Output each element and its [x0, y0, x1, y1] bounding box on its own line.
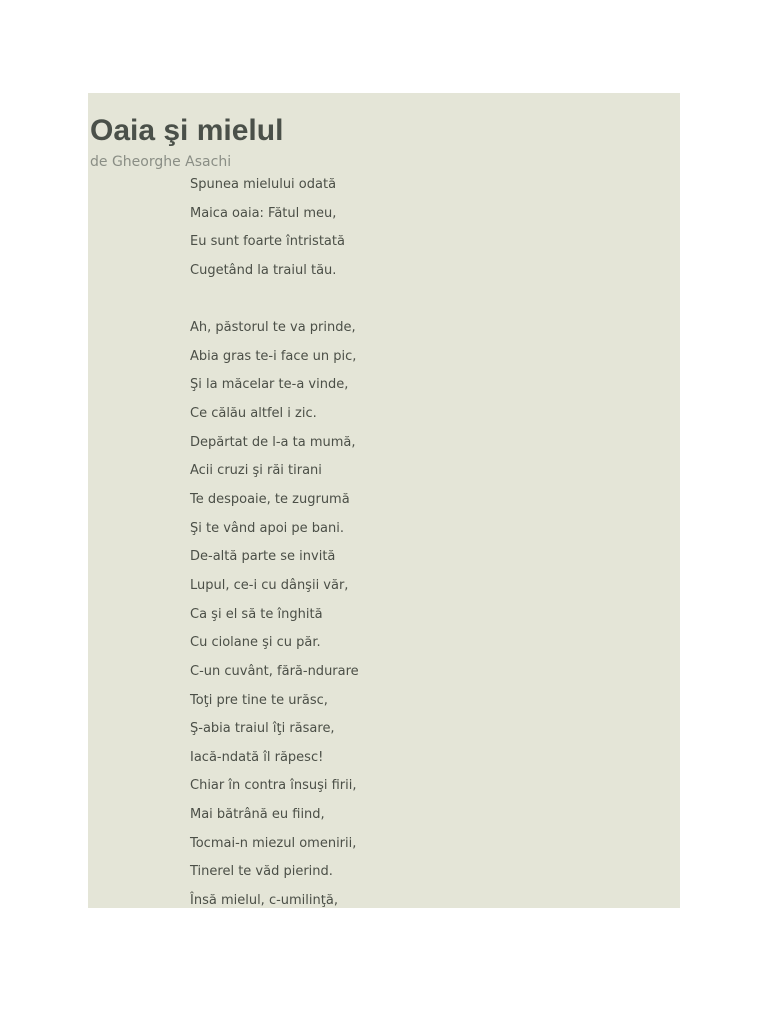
poem-line: Spunea mielului odată: [190, 177, 337, 192]
poem-author: de Gheorghe Asachi: [90, 154, 232, 170]
poem-line: De-altă parte se invită: [190, 549, 336, 565]
poem-line: Depărtat de l-a ta mumă,: [190, 434, 356, 450]
poem-line: Tinerel te văd pierind.: [190, 864, 333, 880]
poem-line: Iacă-ndată îl răpesc!: [190, 749, 324, 765]
poem-line: Acii cruzi şi răi tirani: [190, 463, 322, 479]
poem-line: Ce călău altfel i zic.: [190, 406, 317, 422]
poem-line: C-un cuvânt, fără-ndurare: [190, 663, 359, 679]
poem-line: Toţi pre tine te urăsc,: [190, 692, 328, 708]
poem-body: [190, 175, 359, 908]
document-page: [88, 93, 680, 908]
poem-line: Tocmai-n miezul omenirii,: [190, 835, 357, 851]
poem-line: Eu sunt foarte întristată: [190, 234, 345, 250]
poem-line: Şi te vând apoi pe bani.: [190, 520, 345, 536]
poem-stanza-break: [190, 290, 359, 319]
poem-line: Maica oaia: Fătul meu,: [190, 205, 337, 221]
poem-line: Mai bătrână eu fiind,: [190, 807, 325, 823]
poem-line: Ah, păstorul te va prinde,: [190, 320, 356, 336]
poem-line: Ca şi el să te înghită: [190, 606, 323, 622]
poem-line: Cu ciolane şi cu păr.: [190, 635, 321, 651]
poem-line: Abia gras te-i face un pic,: [190, 348, 357, 364]
poem-line: Însă mielul, c-umilinţă,: [190, 893, 338, 908]
poem-line: Şi la măcelar te-a vinde,: [190, 377, 349, 393]
poem-title: Oaia şi mielul: [90, 114, 284, 147]
poem-line: Ş-abia traiul îţi răsare,: [190, 721, 335, 737]
poem-line: Cugetând la traiul tău.: [190, 262, 337, 278]
poem-line: Te despoaie, te zugrumă: [190, 492, 350, 508]
poem-line: Lupul, ce-i cu dânşii văr,: [190, 577, 349, 593]
poem-line: Chiar în contra însuşi firii,: [190, 778, 357, 794]
